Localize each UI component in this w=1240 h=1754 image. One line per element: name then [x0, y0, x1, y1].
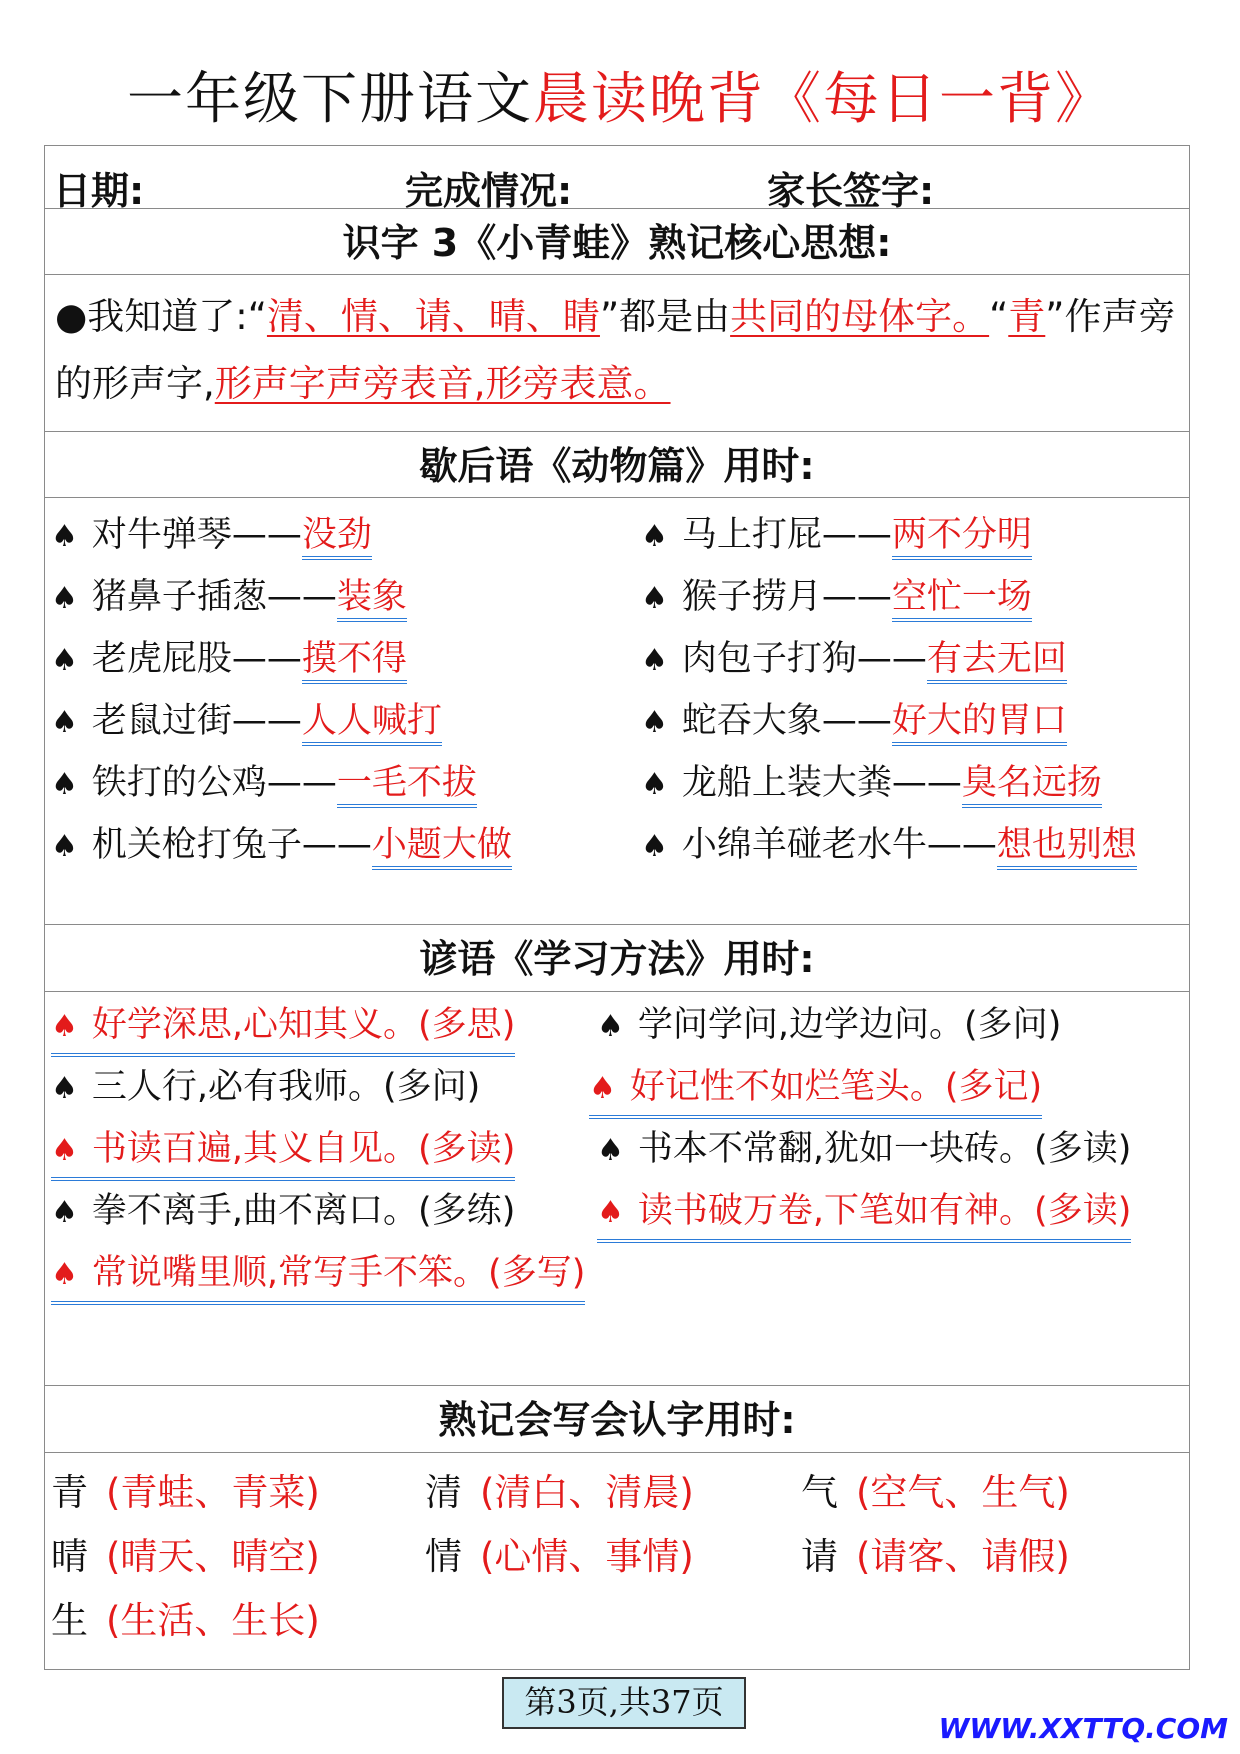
- spade-icon: ♠: [641, 581, 668, 616]
- xiehouyu-item: ♠ 猪鼻子插葱——装象: [51, 572, 407, 624]
- spade-icon: ♠: [597, 1009, 624, 1044]
- spade-icon: ♠: [589, 1071, 616, 1106]
- section1-paragraph: [45, 275, 1189, 431]
- proverb-list: [45, 992, 1189, 1312]
- character-item: 气 (空气、生气): [801, 1471, 1070, 1514]
- xiehouyu-answer: 想也别想: [997, 825, 1137, 870]
- para-highlight: 形声字声旁表音,形旁表意。: [214, 362, 671, 405]
- spade-icon: ♠: [641, 643, 668, 678]
- spade-icon: ♠: [51, 705, 78, 740]
- page-number: 第3页,共37页: [502, 1677, 746, 1729]
- proverb-item-highlighted: ♠ 书读百遍,其义自见。(多读): [51, 1124, 515, 1181]
- xiehouyu-item: ♠ 小绵羊碰老水牛——想也别想: [641, 820, 1137, 872]
- proverb-item-highlighted: ♠ 常说嘴里顺,常写手不笨。(多写): [51, 1248, 585, 1305]
- worksheet: [44, 145, 1190, 1670]
- character-item: 晴 (晴天、晴空): [51, 1535, 320, 1578]
- spade-icon: ♠: [51, 1071, 78, 1106]
- spade-icon: ♠: [641, 519, 668, 554]
- spade-icon: ♠: [51, 767, 78, 802]
- spade-icon: ♠: [51, 1257, 78, 1292]
- section1-title: 识字 3《小青蛙》熟记核心思想:: [342, 221, 892, 265]
- proverb-item-highlighted: ♠ 读书破万卷,下笔如有神。(多读): [597, 1186, 1131, 1243]
- character-item: 请 (请客、请假): [801, 1535, 1070, 1578]
- spade-icon: ♠: [597, 1195, 624, 1230]
- xiehouyu-answer: 臭名远扬: [962, 763, 1102, 808]
- page-title-main: 一年级下册语文: [127, 67, 533, 132]
- para-text: 我知道了:“: [87, 295, 267, 338]
- xiehouyu-item: ♠ 机关枪打兔子——小题大做: [51, 820, 512, 872]
- spade-icon: ♠: [51, 519, 78, 554]
- xiehouyu-item: ♠ 马上打屁——两不分明: [641, 510, 1032, 562]
- xiehouyu-answer: 两不分明: [892, 515, 1032, 560]
- para-highlight: 清、情、请、晴、睛: [266, 295, 600, 338]
- page-title: [0, 62, 1240, 138]
- para-highlight: 青: [1008, 295, 1046, 338]
- page-title-highlight: 晨读晚背《每日一背》: [533, 67, 1113, 132]
- xiehouyu-item: ♠ 肉包子打狗——有去无回: [641, 634, 1067, 686]
- xiehouyu-answer: 摸不得: [302, 639, 407, 684]
- xiehouyu-answer: 好大的胃口: [892, 701, 1067, 746]
- xiehouyu-item: ♠ 龙船上装大粪——臭名远扬: [641, 758, 1102, 810]
- section4-title: 熟记会写会认字用时:: [438, 1398, 796, 1442]
- date-label: 日期:: [53, 169, 145, 213]
- spade-icon: ♠: [597, 1133, 624, 1168]
- xiehouyu-answer: 没劲: [302, 515, 372, 560]
- section3-title: 谚语《学习方法》用时:: [419, 937, 815, 981]
- spade-icon: ♠: [641, 705, 668, 740]
- xiehouyu-answer: 小题大做: [372, 825, 512, 870]
- spade-icon: ♠: [51, 829, 78, 864]
- section2-title: 歇后语《动物篇》用时:: [419, 444, 815, 488]
- header-row: [45, 146, 1189, 213]
- xiehouyu-answer: 空忙一场: [892, 577, 1032, 622]
- para-text: ”都是由: [599, 295, 731, 338]
- proverb-item-highlighted: ♠ 好记性不如烂笔头。(多记): [589, 1062, 1042, 1119]
- para-text: ”作声旁的形声字,: [55, 295, 1176, 405]
- character-item: 清 (清白、清晨): [425, 1471, 694, 1514]
- xiehouyu-item: ♠ 蛇吞大象——好大的胃口: [641, 696, 1067, 748]
- xiehouyu-item: ♠ 铁打的公鸡——一毛不拔: [51, 758, 477, 810]
- para-highlight: 共同的母体字。: [730, 295, 990, 338]
- xiehouyu-answer: 一毛不拔: [337, 763, 477, 808]
- xiehouyu-list: [45, 498, 1189, 865]
- character-item: 生 (生活、生长): [51, 1599, 320, 1642]
- xiehouyu-item: ♠ 老虎屁股——摸不得: [51, 634, 407, 686]
- spade-icon: ♠: [51, 1009, 78, 1044]
- xiehouyu-item: ♠ 老鼠过街——人人喊打: [51, 696, 442, 748]
- xiehouyu-answer: 有去无回: [927, 639, 1067, 684]
- spade-icon: ♠: [51, 1133, 78, 1168]
- xiehouyu-answer: 人人喊打: [302, 701, 442, 746]
- spade-icon: ♠: [51, 1195, 78, 1230]
- parent-signature-label: 家长签字:: [767, 169, 935, 213]
- para-text: “: [989, 295, 1009, 338]
- proverb-item: ♠ 学问学问,边学边问。(多问): [597, 1005, 1062, 1045]
- spade-icon: ♠: [641, 829, 668, 864]
- xiehouyu-item: ♠ 对牛弹琴——没劲: [51, 510, 372, 562]
- spade-icon: ♠: [51, 581, 78, 616]
- character-list: [45, 1453, 1189, 1668]
- proverb-item: ♠ 三人行,必有我师。(多问): [51, 1067, 481, 1107]
- proverb-item: ♠ 拳不离手,曲不离口。(多练): [51, 1191, 516, 1231]
- spade-icon: ♠: [641, 767, 668, 802]
- xiehouyu-item: ♠ 猴子捞月——空忙一场: [641, 572, 1032, 624]
- site-watermark: WWW.XXTTQ.COM: [938, 1712, 1228, 1745]
- xiehouyu-answer: 装象: [337, 577, 407, 622]
- proverb-item-highlighted: ♠ 好学深思,心知其义。(多思): [51, 1000, 515, 1057]
- proverb-item: ♠ 书本不常翻,犹如一块砖。(多读): [597, 1129, 1132, 1169]
- bullet-icon: ●: [55, 295, 88, 338]
- spade-icon: ♠: [51, 643, 78, 678]
- character-item: 青 (青蛙、青菜): [51, 1471, 320, 1514]
- character-item: 情 (心情、事情): [425, 1535, 694, 1578]
- completion-label: 完成情况:: [405, 169, 573, 213]
